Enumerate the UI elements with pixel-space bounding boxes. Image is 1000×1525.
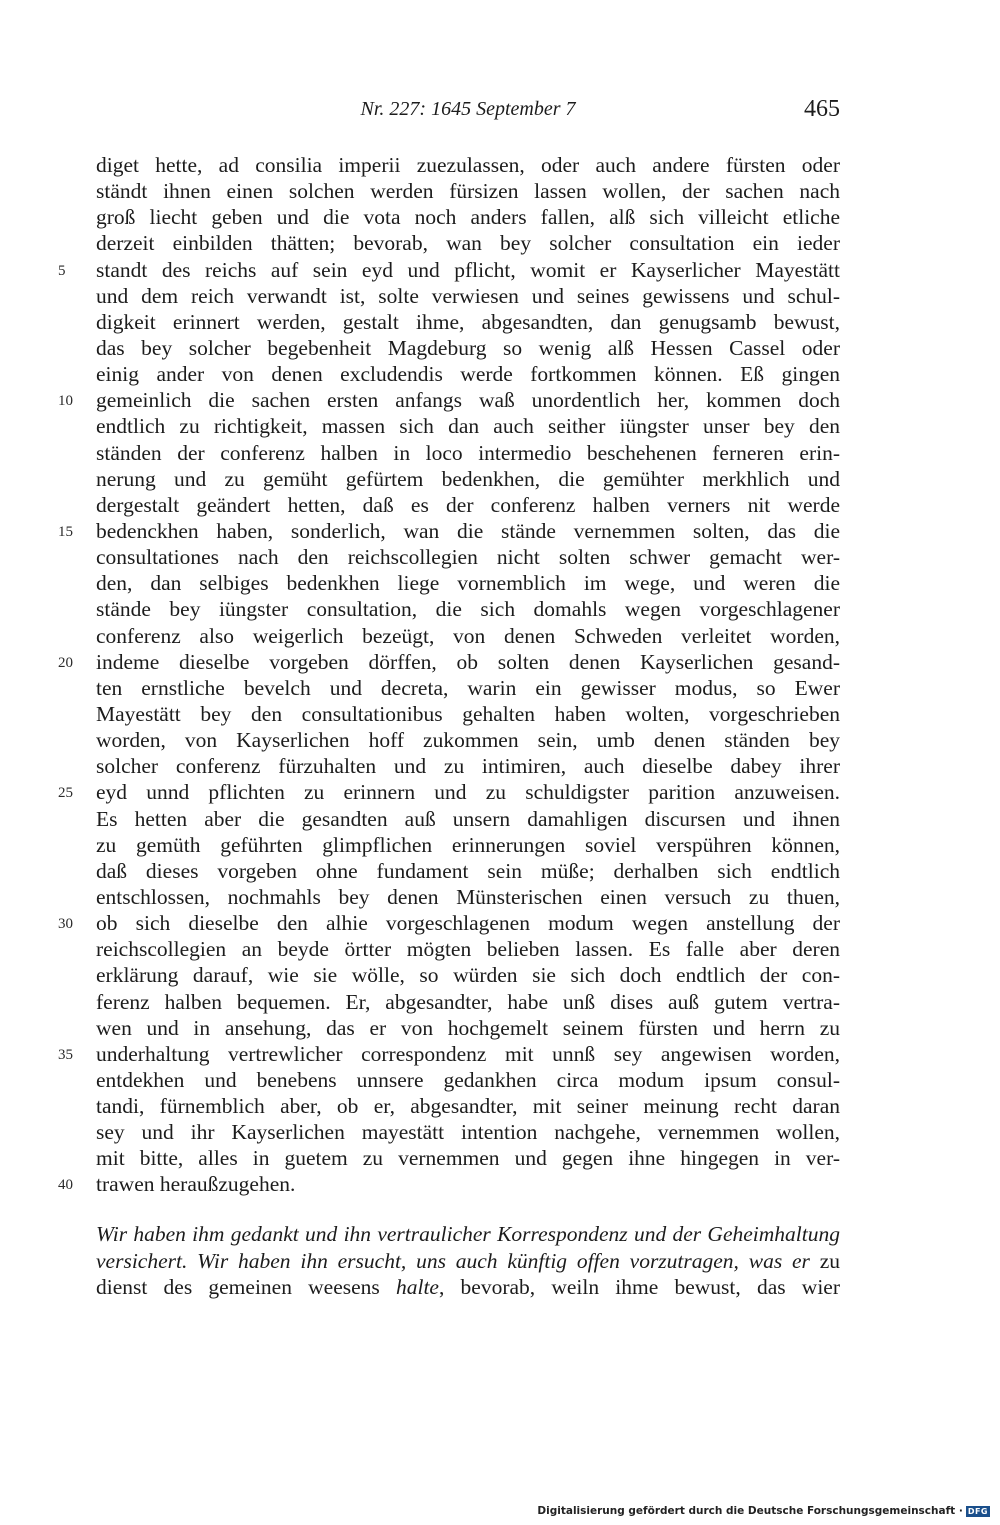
text-line [96, 413, 840, 439]
line-text: worden, von Kayserlichen hoff zukommen sein, umb denen ständen bey [96, 728, 840, 753]
text-line [58, 1171, 840, 1197]
text-line [96, 440, 840, 466]
text-line [96, 858, 840, 884]
line-text: einig ander von denen excludendis werde fortkommen können. Eß gingen [96, 362, 840, 387]
line-text: ob sich dieselbe den alhie vorgeschlagenen modum wegen anstellung der [96, 911, 840, 936]
line-text: conferenz also weigerlich bezeügt, von denen Schweden verleitet worden, [96, 623, 840, 648]
text-line [96, 204, 840, 230]
text-line [96, 1093, 840, 1119]
text-line [96, 178, 840, 204]
text-line [96, 544, 840, 570]
text-line [96, 361, 840, 387]
text-line [58, 1041, 840, 1067]
running-title: Nr. 227: 1645 September 7 [360, 98, 576, 120]
line-number: 35 [58, 1046, 73, 1063]
line-text: ständen der conferenz halben in loco intermedio beschehenen ferneren erin- [96, 440, 840, 465]
text-line [96, 1067, 840, 1093]
line-text: wen und in ansehung, das er von hochgemelt seinem fürsten und herrn zu [96, 1015, 840, 1040]
text-line [96, 936, 840, 962]
editorial-line [96, 1248, 840, 1275]
editorial-line [96, 1274, 840, 1301]
text-line [58, 779, 840, 805]
text-line [96, 570, 840, 596]
text-line [58, 387, 840, 413]
text-line [96, 492, 840, 518]
line-text: gemeinlich die sachen ersten anfangs waß unordentlich her, kommen doch [96, 388, 840, 413]
line-text: dergestalt geändert hetten, daß es der conferenz halben verners nit werde [96, 492, 840, 517]
text-line [96, 884, 840, 910]
page-header [96, 96, 840, 128]
text-line [96, 989, 840, 1015]
line-text: eyd unnd pflichten zu erinnern und zu schuldigster parition anzuweisen. [96, 780, 840, 805]
text-line [96, 1015, 840, 1041]
text-line [96, 152, 840, 178]
line-text: daß dieses vorgeben ohne fundament sein müße; derhalben sich endtlich [96, 858, 840, 883]
line-text: und dem reich verwandt ist, solte verwiesen und seines gewissens und schul- [96, 283, 840, 308]
line-text: digkeit erinnert werden, gestalt ihme, abgesandten, dan genugsamb bewust, [96, 309, 840, 334]
line-text: den, dan selbiges bedenkhen liege vornemblich im wege, und weren die [96, 571, 840, 596]
line-text: mit bitte, alles in guetem zu vernemmen und gegen ihne hingegen in ver- [96, 1146, 840, 1171]
text-line [96, 623, 840, 649]
text-line [96, 701, 840, 727]
editorial-italic-text: versichert. Wir haben ihn ersucht, uns auch künftig offen vorzutragen, was er [96, 1248, 810, 1273]
line-text: tandi, fürnemblich aber, ob er, abgesandter, mit seiner meinung recht daran [96, 1094, 840, 1119]
line-text: standt des reichs auf sein eyd und pflicht, womit er Kayserlicher Mayestätt [96, 257, 840, 282]
editorial-roman-text: dienst des gemeinen weesens [96, 1275, 396, 1299]
text-line [58, 649, 840, 675]
line-text: trawen heraußzugehen. [96, 1172, 296, 1197]
editorial-line [96, 1221, 840, 1248]
line-number: 30 [58, 916, 73, 933]
page-number: 465 [804, 96, 840, 122]
line-text: entdekhen und benebens unnsere gedankhen circa modum ipsum consul- [96, 1067, 840, 1092]
line-text: reichscollegien an beyde örtter mögten belieben lassen. Es falle aber deren [96, 937, 840, 962]
line-number: 20 [58, 654, 73, 671]
line-number: 15 [58, 523, 73, 540]
line-number: 5 [58, 262, 66, 279]
text-line [96, 230, 840, 256]
footer-credit: Digitalisierung gefördert durch die Deutsche Forschungsgemeinschaft · [537, 1505, 963, 1517]
digitization-footer [537, 1505, 990, 1517]
dfg-logo-icon: DFG [967, 1506, 988, 1516]
line-text: entschlossen, nochmahls bey denen Münsterischen einen versuch zu thuen, [96, 884, 840, 909]
line-text: derzeit einbilden thätten; bevorab, wan bey solcher consultation ein ieder [96, 231, 840, 256]
text-line [96, 1145, 840, 1171]
editorial-roman-text: zu [809, 1248, 840, 1273]
editorial-italic-text: halte [395, 1275, 439, 1299]
line-number: 25 [58, 785, 73, 802]
line-text: diget hette, ad consilia imperii zuezulassen, oder auch andere fürsten oder [96, 153, 840, 177]
line-text: Es hetten aber die gesandten auß unsern damahligen discursen und ihnen [96, 806, 840, 831]
text-line [96, 1119, 840, 1145]
text-line [58, 518, 840, 544]
editorial-summary [96, 1221, 840, 1301]
line-text: sey und ihr Kayserlichen mayestätt intention nachgehe, vernemmen wollen, [96, 1120, 840, 1145]
line-number: 10 [58, 393, 73, 410]
text-line [58, 257, 840, 283]
text-line [96, 753, 840, 779]
text-line [96, 596, 840, 622]
line-number: 40 [58, 1177, 73, 1194]
text-line [96, 466, 840, 492]
line-text: consultationes nach den reichscollegien nicht solten schwer gemacht wer- [96, 545, 840, 570]
text-line [96, 806, 840, 832]
text-line [96, 283, 840, 309]
line-text: stände bey iüngster consultation, die sich domahls wegen vorgeschlagener [96, 597, 840, 622]
line-text: ten ernstliche bevelch und decreta, warin ein gewisser modus, so Ewer [96, 675, 840, 700]
line-text: ferenz halben bequemen. Er, abgesandter, habe unß dises auß gutem vertra- [96, 989, 840, 1014]
editorial-roman-text: , bevorab, weiln ihme bewust, das wier [438, 1275, 840, 1299]
text-line [96, 832, 840, 858]
line-text: underhaltung vertrewlicher correspondenz mit unnß sey angewisen worden, [96, 1041, 840, 1066]
line-text: endtlich zu richtigkeit, massen sich dan auch seither iüngster unser bey den [96, 414, 840, 439]
text-line [96, 675, 840, 701]
line-text: groß liecht geben und die vota noch anders fallen, alß sich villeicht etliche [96, 205, 840, 230]
text-line [96, 962, 840, 988]
line-text: das bey solcher begebenheit Magdeburg so wenig alß Hessen Cassel oder [96, 335, 840, 360]
line-text: zu gemüth geführten glimpflichen erinnerungen soviel verspühren können, [96, 832, 840, 857]
document-body [58, 152, 840, 1198]
line-text: nerung und zu gemüht gefürtem bedenkhen, die gemühter merkhlich und [96, 466, 840, 491]
line-text: Mayestätt bey den consultationibus gehalten haben wolten, vorgeschrieben [96, 701, 840, 726]
line-text: erklärung darauf, wie sie wölle, so würden sie sich doch endtlich der con- [96, 963, 840, 988]
text-line [96, 309, 840, 335]
text-line [96, 335, 840, 361]
line-text: bedenckhen haben, sonderlich, wan die stände vernemmen solten, das die [96, 518, 840, 543]
line-text: ständt ihnen einen solchen werden fürsizen lassen wollen, der sachen nach [96, 179, 840, 204]
line-text: solcher conferenz fürzuhalten und zu intimiren, auch dieselbe dabey ihrer [96, 754, 840, 779]
text-line [96, 727, 840, 753]
editorial-italic-text: Wir haben ihm gedankt und ihn vertraulicher Korrespondenz und der Geheimhaltung [96, 1222, 840, 1246]
line-text: indeme dieselbe vorgeben dörffen, ob solten denen Kayserlichen gesand- [96, 649, 840, 674]
text-line [58, 910, 840, 936]
